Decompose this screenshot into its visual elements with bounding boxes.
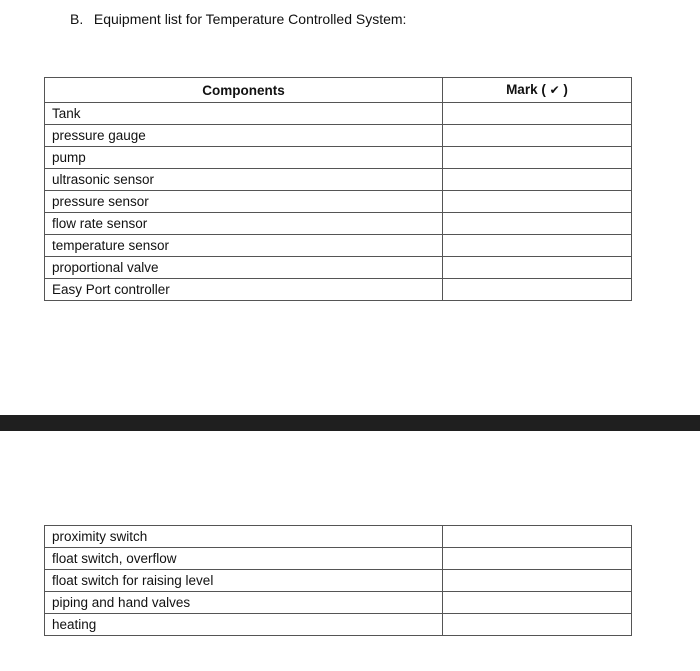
page-divider-bar — [0, 415, 700, 431]
component-name: pressure gauge — [45, 125, 443, 147]
table-row — [45, 614, 632, 636]
table-row — [45, 548, 632, 570]
mark-cell[interactable] — [443, 526, 632, 548]
component-name: pump — [45, 147, 443, 169]
component-name: ultrasonic sensor — [45, 169, 443, 191]
equipment-table-top — [44, 77, 632, 301]
table-row — [45, 125, 632, 147]
table-row — [45, 257, 632, 279]
mark-header-label: Mark ( — [506, 82, 546, 97]
mark-cell[interactable] — [443, 592, 632, 614]
component-name: temperature sensor — [45, 235, 443, 257]
component-name: Easy Port controller — [45, 279, 443, 301]
mark-cell[interactable] — [443, 169, 632, 191]
mark-cell[interactable] — [443, 213, 632, 235]
mark-cell[interactable] — [443, 125, 632, 147]
table-header-row — [45, 78, 632, 103]
table-row — [45, 279, 632, 301]
table-row — [45, 191, 632, 213]
table-row — [45, 235, 632, 257]
section-heading — [70, 11, 406, 27]
table-row — [45, 592, 632, 614]
mark-cell[interactable] — [443, 147, 632, 169]
component-name: piping and hand valves — [45, 592, 443, 614]
table-row — [45, 103, 632, 125]
component-name: proportional valve — [45, 257, 443, 279]
equipment-table-bottom — [44, 525, 632, 636]
mark-cell[interactable] — [443, 279, 632, 301]
mark-cell[interactable] — [443, 103, 632, 125]
section-title: Equipment list for Temperature Controlled System: — [93, 11, 407, 27]
mark-cell[interactable] — [443, 614, 632, 636]
table-row — [45, 169, 632, 191]
checkmark-icon: ✔ — [549, 83, 560, 97]
mark-header — [443, 78, 632, 103]
component-name: heating — [45, 614, 443, 636]
table-row — [45, 147, 632, 169]
component-name: flow rate sensor — [45, 213, 443, 235]
mark-cell[interactable] — [443, 191, 632, 213]
component-name: pressure sensor — [45, 191, 443, 213]
section-number: B. — [70, 11, 84, 27]
mark-cell[interactable] — [443, 235, 632, 257]
table-row — [45, 570, 632, 592]
mark-header-close: ) — [563, 82, 568, 97]
component-name: float switch for raising level — [45, 570, 443, 592]
components-header: Components — [45, 78, 443, 103]
component-name: float switch, overflow — [45, 548, 443, 570]
table-row — [45, 213, 632, 235]
mark-cell[interactable] — [443, 548, 632, 570]
table-row — [45, 526, 632, 548]
component-name: proximity switch — [45, 526, 443, 548]
mark-cell[interactable] — [443, 570, 632, 592]
mark-cell[interactable] — [443, 257, 632, 279]
component-name: Tank — [45, 103, 443, 125]
